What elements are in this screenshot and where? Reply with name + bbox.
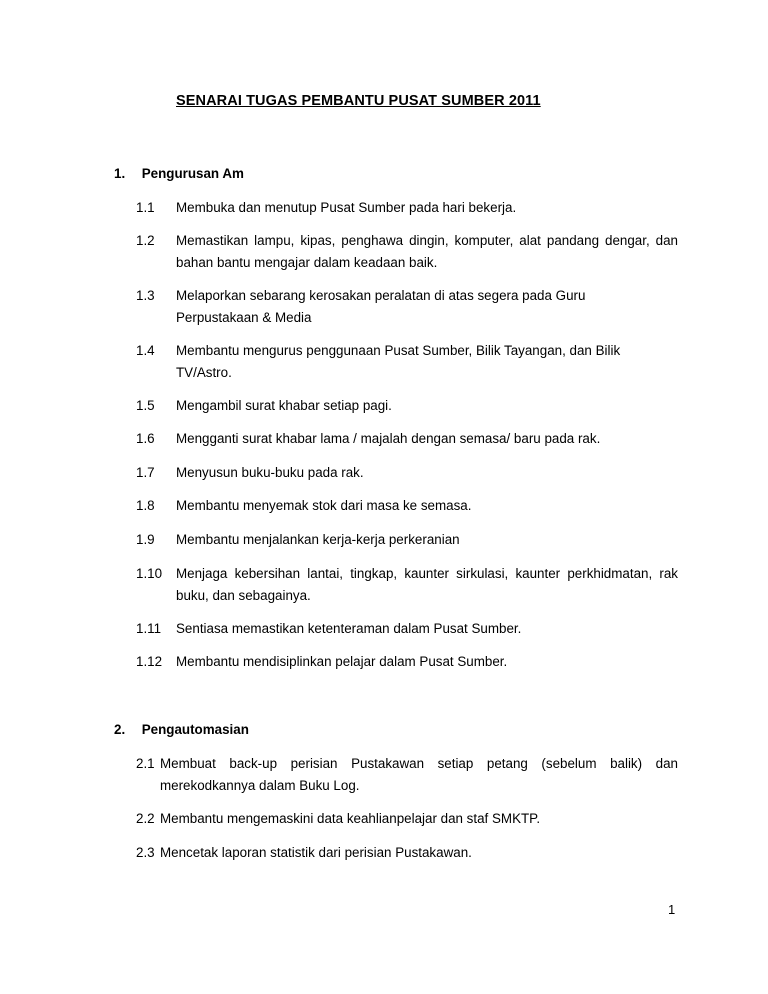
list-item	[136, 651, 678, 673]
item-text: Menyusun buku-buku pada rak.	[176, 465, 364, 480]
section-heading-pengurusan-am	[114, 163, 244, 185]
list-item	[136, 753, 678, 797]
item-number: 1.7	[136, 465, 155, 480]
item-number: 1.8	[136, 498, 155, 513]
list-item	[136, 285, 678, 329]
section-number: 2.	[114, 722, 126, 737]
item-number: 1.3	[136, 288, 155, 303]
list-item	[136, 563, 678, 607]
item-number: 1.10	[136, 566, 163, 581]
section-title: Pengautomasian	[141, 722, 249, 737]
item-number: 1.2	[136, 233, 155, 248]
list-item	[136, 395, 678, 417]
item-text: Membuka dan menutup Pusat Sumber pada hari bekerja.	[176, 200, 517, 215]
item-text: Membantu mendisiplinkan pelajar dalam Pusat Sumber.	[176, 654, 508, 669]
item-number: 1.9	[136, 532, 155, 547]
item-text: Membantu menjalankan kerja-kerja perkeranian	[176, 532, 460, 547]
item-text: Mengganti surat khabar lama / majalah dengan semasa/ baru pada rak.	[176, 431, 601, 446]
item-number: 1.12	[136, 654, 163, 669]
item-number: 1.6	[136, 431, 155, 446]
list-item	[136, 340, 678, 384]
item-text: Memastikan lampu, kipas, penghawa dingin, komputer, alat pandang dengar, dan bahan bantu mengajar dalam keadaan baik.	[176, 233, 678, 270]
list-item	[136, 529, 678, 551]
item-number: 1.11	[136, 621, 162, 636]
section-title: Pengurusan Am	[141, 166, 244, 181]
list-item	[136, 808, 678, 830]
item-text: Menjaga kebersihan lantai, tingkap, kaunter sirkulasi, kaunter perkhidmatan, rak buku, dan sebagainya.	[176, 566, 678, 603]
item-text: Sentiasa memastikan ketenteraman dalam Pusat Sumber.	[176, 621, 522, 636]
list-item	[136, 428, 678, 450]
item-number: 1.4	[136, 343, 155, 358]
item-number: 1.5	[136, 398, 155, 413]
item-text: Membantu mengemaskini data keahlianpelajar dan staf SMKTP.	[160, 811, 541, 826]
item-text: Mengambil surat khabar setiap pagi.	[176, 398, 392, 413]
section-heading-pengautomasian	[114, 719, 249, 741]
item-number: 2.1	[136, 756, 155, 771]
list-item	[136, 197, 678, 219]
item-number: 1.1	[136, 200, 155, 215]
list-item	[136, 462, 678, 484]
list-item	[136, 618, 678, 640]
item-number: 2.3	[136, 845, 155, 860]
list-item	[136, 842, 678, 864]
item-text: Membantu mengurus penggunaan Pusat Sumber, Bilik Tayangan, dan Bilik TV/Astro.	[176, 343, 621, 380]
item-text: Membantu menyemak stok dari masa ke semasa.	[176, 498, 472, 513]
item-number: 2.2	[136, 811, 155, 826]
item-text: Membuat back-up perisian Pustakawan setiap petang (sebelum balik) dan merekodkannya dalam Buku Log.	[160, 756, 678, 793]
section-number: 1.	[114, 166, 126, 181]
list-item	[136, 230, 678, 274]
item-text: Mencetak laporan statistik dari perisian Pustakawan.	[160, 845, 472, 860]
item-text: Melaporkan sebarang kerosakan peralatan di atas segera pada Guru Perpustakaan & Media	[176, 288, 586, 325]
document-title: SENARAI TUGAS PEMBANTU PUSAT SUMBER 2011	[176, 93, 541, 109]
page-number: 1	[668, 902, 676, 917]
list-item	[136, 495, 678, 517]
